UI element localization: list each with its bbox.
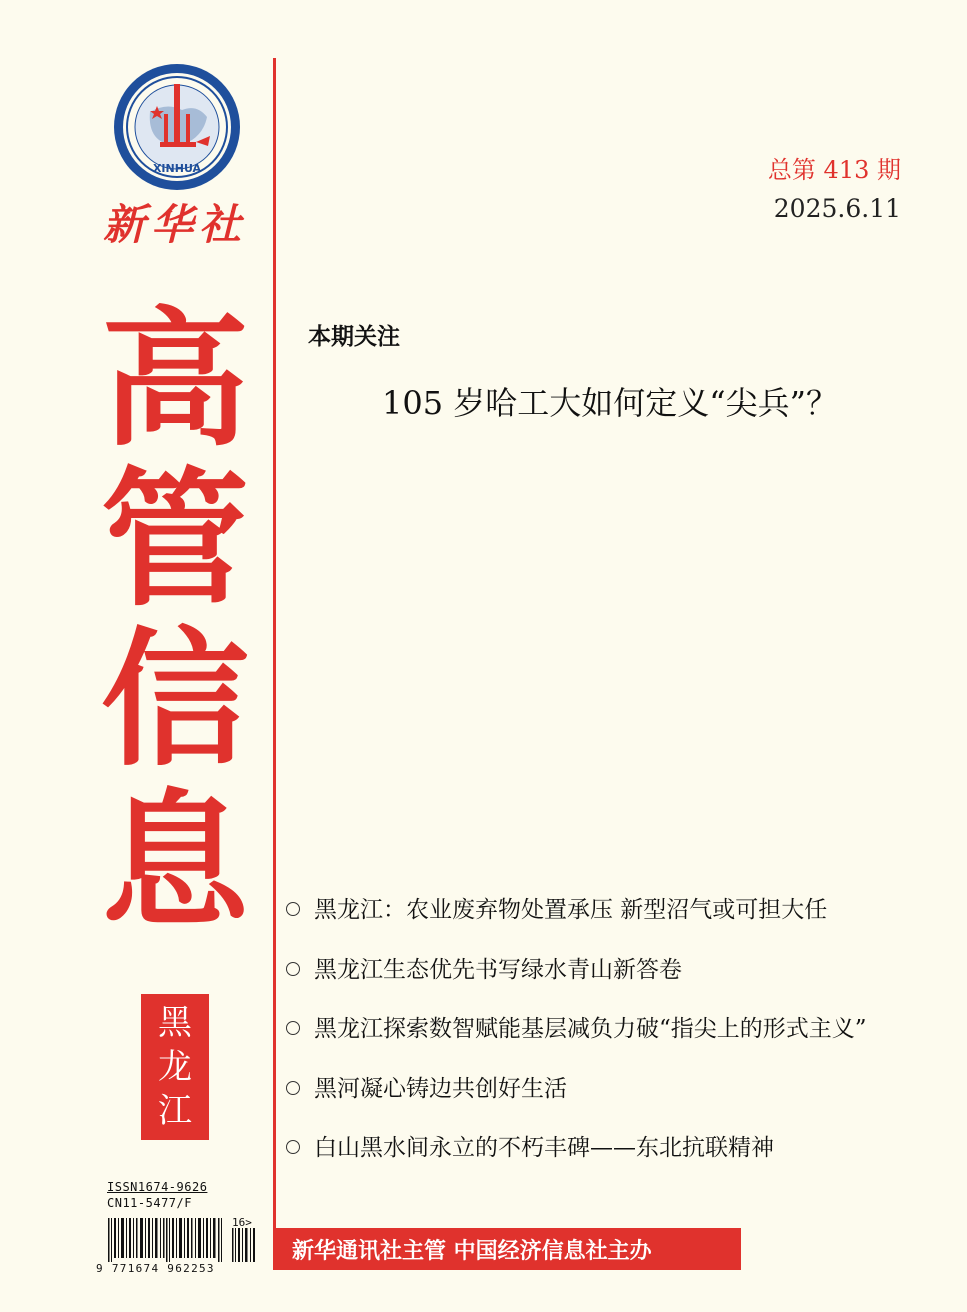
- article-title: 黑龙江探索数智赋能基层减负力破“指尖上的形式主义”: [314, 1015, 867, 1042]
- circle-bullet-icon: [286, 1081, 300, 1095]
- article-item: [286, 947, 682, 987]
- agency-name: 新华社: [102, 200, 247, 249]
- circle-bullet-icon: [286, 962, 300, 976]
- xinhua-logo: [112, 62, 242, 192]
- title-char-2: 管: [101, 454, 249, 626]
- vertical-divider: [273, 58, 276, 1270]
- circle-bullet-icon: [286, 1021, 300, 1035]
- issn-code: ISSN1674-9626: [107, 1180, 208, 1194]
- logo-text: XINHUA: [152, 162, 202, 175]
- article-item: [286, 887, 827, 927]
- cn-code: CN11-5477/F: [107, 1196, 192, 1210]
- article-item: [286, 1006, 867, 1046]
- region-char-1: 黑: [158, 1003, 192, 1043]
- barcode-digits: 9 771674 962253: [96, 1262, 215, 1275]
- region-badge: [141, 994, 209, 1140]
- issue-date: 2025.6.11: [773, 194, 901, 223]
- publisher-banner: 新华通讯社主管 中国经济信息社主办: [276, 1228, 741, 1270]
- article-title: 黑河凝心铸边共创好生活: [314, 1075, 567, 1102]
- title-char-3: 信: [101, 614, 249, 786]
- article-title: 黑龙江生态优先书写绿水青山新答卷: [314, 956, 682, 983]
- issue-number: 总第 413 期: [767, 156, 901, 184]
- circle-bullet-icon: [286, 902, 300, 916]
- article-title: 黑龙江：农业废弃物处置承压 新型沼气或可担大任: [314, 896, 828, 923]
- region-char-2: 龙: [158, 1047, 192, 1087]
- region-char-3: 江: [158, 1091, 192, 1131]
- focus-headline: 105 岁哈工大如何定义“尖兵”？: [382, 384, 838, 422]
- title-char-4: 息: [101, 776, 249, 948]
- article-item: [286, 1125, 774, 1165]
- focus-label: 本期关注: [308, 323, 400, 350]
- article-title: 白山黑水间永立的不朽丰碑——东北抗联精神: [314, 1134, 774, 1161]
- circle-bullet-icon: [286, 1140, 300, 1154]
- title-char-1: 高: [101, 294, 249, 466]
- article-item: [286, 1066, 567, 1106]
- addon-code: 16>: [232, 1216, 252, 1229]
